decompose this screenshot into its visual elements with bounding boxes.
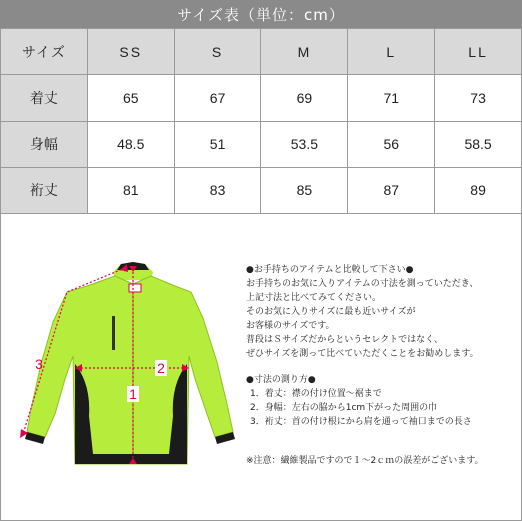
measure-label-sleeve: 3 [35,356,43,372]
table-cell: 58.5 [435,121,522,167]
row-label-sleeve: 裄丈 [1,167,88,213]
advice-line: お手持ちのお気に入りアイテムの寸法を測っていただき、 [246,279,479,289]
size-header-cell: LL [435,29,522,75]
advice-line: ぜひサイズを測って比べていただくことをお勧めします。 [246,349,479,359]
row-label-width: 身幅 [1,121,88,167]
table-cell: 53.5 [261,121,348,167]
table-cell: 87 [348,167,435,213]
table-row [1,121,522,167]
row-label-length: 着丈 [1,75,88,121]
measure-heading: ●寸法の測り方● [246,375,316,385]
advice-heading: ●お手持ちのアイテムと比較して下さい● [246,265,414,275]
size-chart-title: サイズ表（単位：cm） [0,0,522,28]
table-cell: 81 [87,167,174,213]
jacket-tag [129,284,141,292]
jacket-illustration [25,262,235,464]
table-cell: 85 [261,167,348,213]
measure-label-length: 1 [129,386,137,402]
table-cell: 56 [348,121,435,167]
measure-item: 1．着丈：襟の付け位置～裾まで [250,389,382,399]
table-cell: 67 [174,75,261,121]
measure-item: 3．裄丈：首の付け根にから肩を通って袖口までの長さ [250,417,472,427]
table-cell: 51 [174,121,261,167]
jacket-body [27,276,233,464]
table-cell: 71 [348,75,435,121]
size-header-cell: L [348,29,435,75]
advice-line: 普段はＳサイズだからというセレクトではなく、 [246,335,443,345]
measure-label-width: 2 [157,360,165,376]
size-header-cell: S [174,29,261,75]
size-header-row [1,29,522,75]
jacket-pocket-zip [112,316,115,350]
measure-item: 2．身幅：左右の脇から1cm下がった周囲の巾 [250,403,438,413]
notes-block [246,263,518,429]
table-cell: 83 [174,167,261,213]
size-table [0,28,522,214]
table-row [1,75,522,121]
advice-line: 上記寸法と比べてみてください。 [246,293,382,303]
table-cell: 73 [435,75,522,121]
jacket-diagram [5,244,245,470]
caution-note: ※注意：繊維製品ですので１～2ｃｍの誤差がございます。 [246,456,484,466]
table-cell: 69 [261,75,348,121]
table-cell: 65 [87,75,174,121]
table-row [1,167,522,213]
size-header-cell: SS [87,29,174,75]
table-cell: 48.5 [87,121,174,167]
size-header-cell: M [261,29,348,75]
table-cell: 89 [435,167,522,213]
corner-cell: サイズ [1,29,88,75]
advice-line: お客様のサイズです。 [246,321,335,331]
advice-line: そのお気に入りサイズに最も近いサイズが [246,307,416,317]
